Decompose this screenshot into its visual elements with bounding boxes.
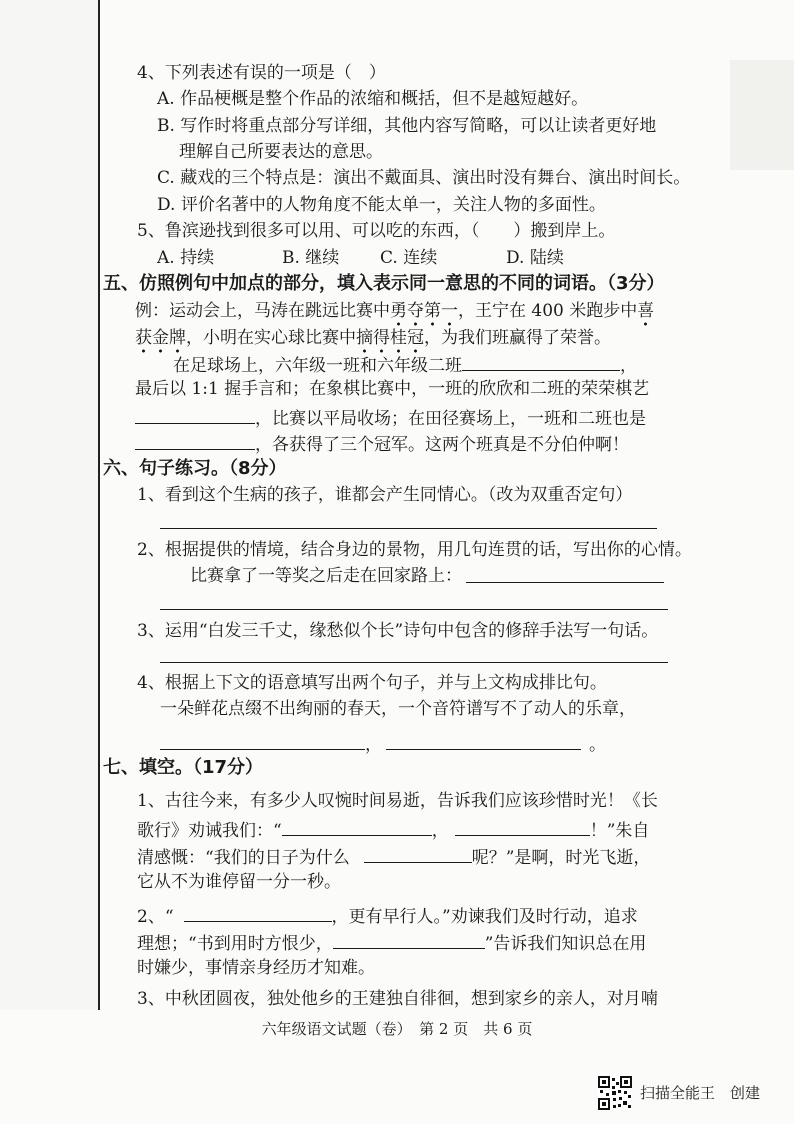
sec5-dotted-word-2b: 获金牌 [135,328,186,354]
sec6-q3: 3、运用“白发三千丈，缘愁似个长”诗句中包含的修辞手法写一句话。 [137,621,659,641]
sec5-line5 [135,405,646,430]
q5-option-b: B. 继续 [282,248,340,268]
q4-option-b-line1: B. 写作时将重点部分写详细，其他内容写简略，可以让读者更好地 [157,116,657,136]
sec5-blank-3[interactable] [135,431,255,450]
sec6-q4-comma: ， [365,735,382,755]
sec7-q2-line2 [137,930,646,955]
sec5-line6 [135,431,629,456]
sec7-q2-line2-text: 理想；“书到用时方恨少， [137,934,333,954]
sec5-example-line2 [135,327,611,349]
q5-option-c: C. 连续 [380,248,438,268]
sec6-q4-blank-2[interactable] [386,731,581,750]
sec7-q2-line2-end: ”告诉我们知识总在用 [484,934,647,954]
sec5-line6-text: ，各获得了三个冠军。这两个班真是不分伯仲啊！ [255,435,629,455]
bleed-through-shade [730,60,794,170]
section-6-title: 六、句子练习。（8分） [103,458,287,479]
sec5-line3-comma: ， [620,356,637,376]
sec6-q1: 1、看到这个生病的孩子，谁都会产生同情心。（改为双重否定句） [137,485,633,505]
left-margin-shade [0,0,98,1010]
q4-stem: 4、下列表述有误的一项是（ ） [137,63,386,83]
sec7-q1-blank-1[interactable] [282,817,432,836]
sec5-dotted-word-2a: 喜 [637,301,654,327]
sec5-example-text-2: ，王宁在 400 米跑步中 [458,301,638,321]
sec5-dotted-word-1: 勇夺第一 [390,301,458,327]
sec6-q1-answer-line[interactable] [160,528,657,529]
scanner-watermark: 扫描全能王 创建 [640,1084,761,1102]
sec5-line4: 最后以 1:1 握手言和；在象棋比赛中，一班的欣欣和二班的荣荣棋艺 [135,379,650,399]
sec5-example-line1 [135,300,654,322]
sec5-example-text-3: ，小明在实心球比赛中 [186,328,356,348]
sec6-q2: 2、根据提供的情境，结合身边的景物，用几句连贯的话，写出你的心情。 [137,540,692,560]
qr-code-icon [598,1076,632,1110]
section-5-title: 五、仿照例句中加点的部分，填入表示同一意思的不同的词语。（3分） [103,273,665,294]
sec5-dotted-word-3: 摘得桂冠 [356,328,424,354]
sec6-q4-context: 一朵鲜花点缀不出绚丽的春天，一个音符谱写不了动人的乐章， [160,699,636,719]
sec7-q1-line2-text: 歌行》劝诫我们：“ [137,821,282,841]
section-7-title: 七、填空。（17分） [103,757,264,778]
sec7-q1-line2-end: ！”朱自 [589,821,650,841]
sec6-q4-period: 。 [589,735,606,755]
left-border-line [98,0,100,1010]
sec7-q2-line1 [137,903,638,928]
sec7-q3-line1: 3、中秋团圆夜，独处他乡的王建独自徘徊，想到家乡的亲人，对月喃 [137,989,658,1009]
sec7-q2-blank-2[interactable] [333,930,485,949]
q4-option-b-line2: 理解自己所要表达的意思。 [179,142,383,162]
sec7-q1-line3-end: 呢？”是啊，时光飞逝， [471,848,651,868]
page-footer: 六年级语文试题（卷） 第 2 页 共 6 页 [261,1020,533,1038]
sec5-example-text-4: ，为我们班赢得了荣誉。 [424,328,611,348]
sec7-q1-line3-text: 清感慨：“我们的日子为什么 [137,848,350,868]
sec7-q1-line1: 1、古往今来，有多少人叹惋时间易逝，告诉我们应该珍惜时光！《长 [137,791,658,811]
sec7-q1-line3 [137,844,650,869]
sec6-q3-answer-line[interactable] [160,662,668,663]
sec7-q1-blank-3[interactable] [364,844,472,863]
sec7-q2-blank-1[interactable] [184,903,332,922]
sec7-q1-line4: 它从不为谁停留一分一秒。 [137,872,341,892]
sec5-blank-2[interactable] [135,405,255,424]
sec6-q4-answer-row [160,731,606,756]
q5-option-d: D. 陆续 [506,248,564,268]
sec7-q2-line1-text: 2、“ [137,907,174,927]
sec6-q2-answer-line-1[interactable] [466,582,664,583]
sec5-example-text: 例：运动会上，马涛在跳远比赛中 [135,301,390,321]
sec6-q4-blank-1[interactable] [160,731,365,750]
sec7-q2-line3: 时嫌少，事情亲身经历才知难。 [137,958,375,978]
sec6-q4: 4、根据上下文的语意填写出两个句子，并与上文构成排比句。 [137,673,607,693]
q5-option-a: A. 持续 [157,248,215,268]
sec7-q1-line2 [137,817,649,842]
sec5-line5-text: ，比赛以平局收场；在田径赛场上，一班和二班也是 [255,409,646,429]
sec5-blank-1[interactable] [462,352,620,371]
sec7-q2-line1-end: ，更有早行人。”劝谏我们及时行动，追求 [331,907,638,927]
sec5-line3-text: 在足球场上，六年级一班和六年级二班 [173,356,462,376]
sec7-q1-line2-comma: ， [431,821,449,841]
q4-option-c: C. 藏戏的三个特点是：演出不戴面具、演出时没有舞台、演出时间长。 [157,168,691,188]
sec7-q1-blank-2[interactable] [455,817,590,836]
q5-stem: 5、鲁滨逊找到很多可以用、可以吃的东西，（ ）搬到岸上。 [137,221,616,241]
sec6-q2-context: 比赛拿了一等奖之后走在回家路上： [190,566,462,586]
sec5-line3 [173,352,637,377]
q4-option-d: D. 评价名著中的人物角度不能太单一，关注人物的多面性。 [157,195,606,215]
sec6-q2-answer-line-2[interactable] [160,609,668,610]
q4-option-a: A. 作品梗概是整个作品的浓缩和概括，但不是越短越好。 [157,89,589,109]
